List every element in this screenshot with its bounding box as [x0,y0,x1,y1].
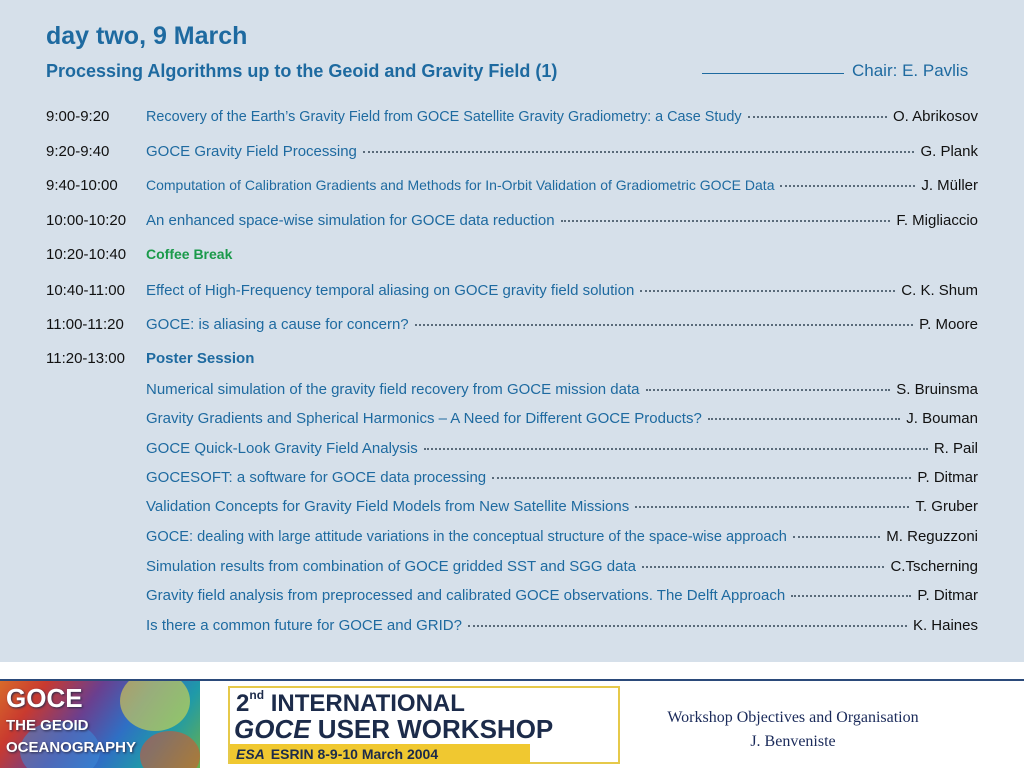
schedule-row [0,212,1024,236]
schedule-row-coffee-break [0,246,1024,270]
dot-leader [640,290,895,292]
talk-speaker: G. Plank [920,143,978,160]
workshop-banner [228,686,620,764]
dot-leader [793,536,880,538]
banner-prefix: 2 [236,690,250,717]
poster-title: Simulation results from combination of GOCE gridded SST and SGG data [146,558,636,575]
talk-time: 10:20-10:40 [46,246,127,263]
poster-row [0,617,1024,641]
poster-speaker: T. Gruber [915,498,978,515]
dot-leader [561,220,891,222]
dot-leader [415,324,913,326]
talk-speaker: C. K. Shum [901,282,978,299]
session-divider [702,73,844,74]
poster-speaker: S. Bruinsma [896,381,978,398]
poster-speaker: M. Reguzzoni [886,528,978,545]
footer-caption-title: Workshop Objectives and Organisation [667,709,919,726]
logo-line-2: THE GEOID [6,717,89,734]
poster-speaker: K. Haines [912,617,978,634]
poster-title: GOCESOFT: a software for GOCE data processing [146,469,487,486]
dot-leader [642,566,884,568]
poster-row [0,528,1024,552]
schedule-row [0,282,1024,306]
poster-row [0,381,1024,405]
talk-time: 9:40-10:00 [46,177,118,194]
talk-title: Recovery of the Earth’s Gravity Field from GOCE Satellite Gravity Gradiometry: a Case Study [146,109,742,125]
poster-title: GOCE: dealing with large attitude variations in the conceptual structure of the space-wise approach [146,529,787,545]
poster-title: Numerical simulation of the gravity field recovery from GOCE mission data [146,381,640,398]
dot-leader [492,477,911,479]
banner-venue-dates: ESRIN 8-9-10 March 2004 [270,746,439,762]
banner-line-3 [230,744,530,764]
dot-leader [646,389,891,391]
talk-time: 9:20-9:40 [46,143,110,160]
talk-time: 11:00-11:20 [46,316,124,333]
dot-leader [791,595,911,597]
talk-time: 10:40-11:00 [46,282,125,299]
schedule-row [0,143,1024,167]
session-title: Processing Algorithms up to the Geoid and Gravity Field (1) [46,61,558,81]
poster-speaker: P. Ditmar [917,469,978,486]
dot-leader [635,506,909,508]
poster-title: GOCE Quick-Look Gravity Field Analysis [146,440,418,457]
poster-speaker: P. Ditmar [917,587,978,604]
dot-leader [708,418,900,420]
poster-speaker: J. Bouman [906,410,978,427]
poster-title: Gravity Gradients and Spherical Harmonics – A Need for Different GOCE Products? [146,410,702,427]
poster-row [0,469,1024,493]
poster-title: Is there a common future for GOCE and GRID? [146,617,462,634]
poster-title: Validation Concepts for Gravity Field Models from New Satellite Missions [146,498,630,515]
schedule-row-poster-session [0,350,1024,374]
coffee-break-label: Coffee Break [146,246,233,262]
schedule-row [0,108,1024,132]
schedule-row [0,316,1024,340]
talk-title: GOCE: is aliasing a cause for concern? [146,316,409,333]
poster-row [0,558,1024,582]
talk-title: Computation of Calibration Gradients and Methods for In-Orbit Validation of Gradiometric GOCE Data [146,177,775,193]
dot-leader [748,116,887,118]
dot-leader [424,448,928,450]
poster-row [0,587,1024,611]
poster-speaker: C.Tscherning [890,558,978,575]
logo-line-1: GOCE [6,683,83,713]
talk-title: Effect of High-Frequency temporal aliasing on GOCE gravity field solution [146,282,635,299]
talk-title: An enhanced space-wise simulation for GOCE data reduction [146,212,555,229]
logo-line-3: OCEANOGRAPHY [6,739,137,756]
poster-row [0,498,1024,522]
esa-logo: ESA [236,746,265,762]
schedule-row [0,177,1024,201]
banner-goce: GOCE [234,714,311,744]
dot-leader [468,625,907,627]
talk-speaker: P. Moore [919,316,978,333]
talk-time: 10:00-10:20 [46,212,127,229]
poster-speaker: R. Pail [933,440,978,457]
banner-ordinal: nd [249,688,265,702]
talk-speaker: O. Abrikosov [892,108,978,125]
poster-row [0,410,1024,434]
day-title: day two, 9 March [46,22,248,50]
poster-session-label: Poster Session [146,350,255,367]
session-chair: Chair: E. Pavlis [852,61,969,80]
banner-user-workshop: USER WORKSHOP [310,714,554,744]
talk-time: 9:00-9:20 [46,108,110,125]
poster-row [0,440,1024,464]
banner-international: INTERNATIONAL [264,690,465,717]
poster-title: Gravity field analysis from preprocessed and calibrated GOCE observations. The Delft Approach [146,587,786,604]
footer-caption-author: J. Benveniste [750,733,836,750]
talk-speaker: F. Migliaccio [896,212,978,229]
talk-time: 11:20-13:00 [46,350,125,367]
banner-line-2 [234,714,553,745]
dot-leader [363,151,915,153]
footer-caption [620,706,966,754]
goce-logo [0,681,200,768]
talk-title: GOCE Gravity Field Processing [146,143,357,160]
dot-leader [780,185,915,187]
talk-speaker: J. Müller [921,177,978,194]
